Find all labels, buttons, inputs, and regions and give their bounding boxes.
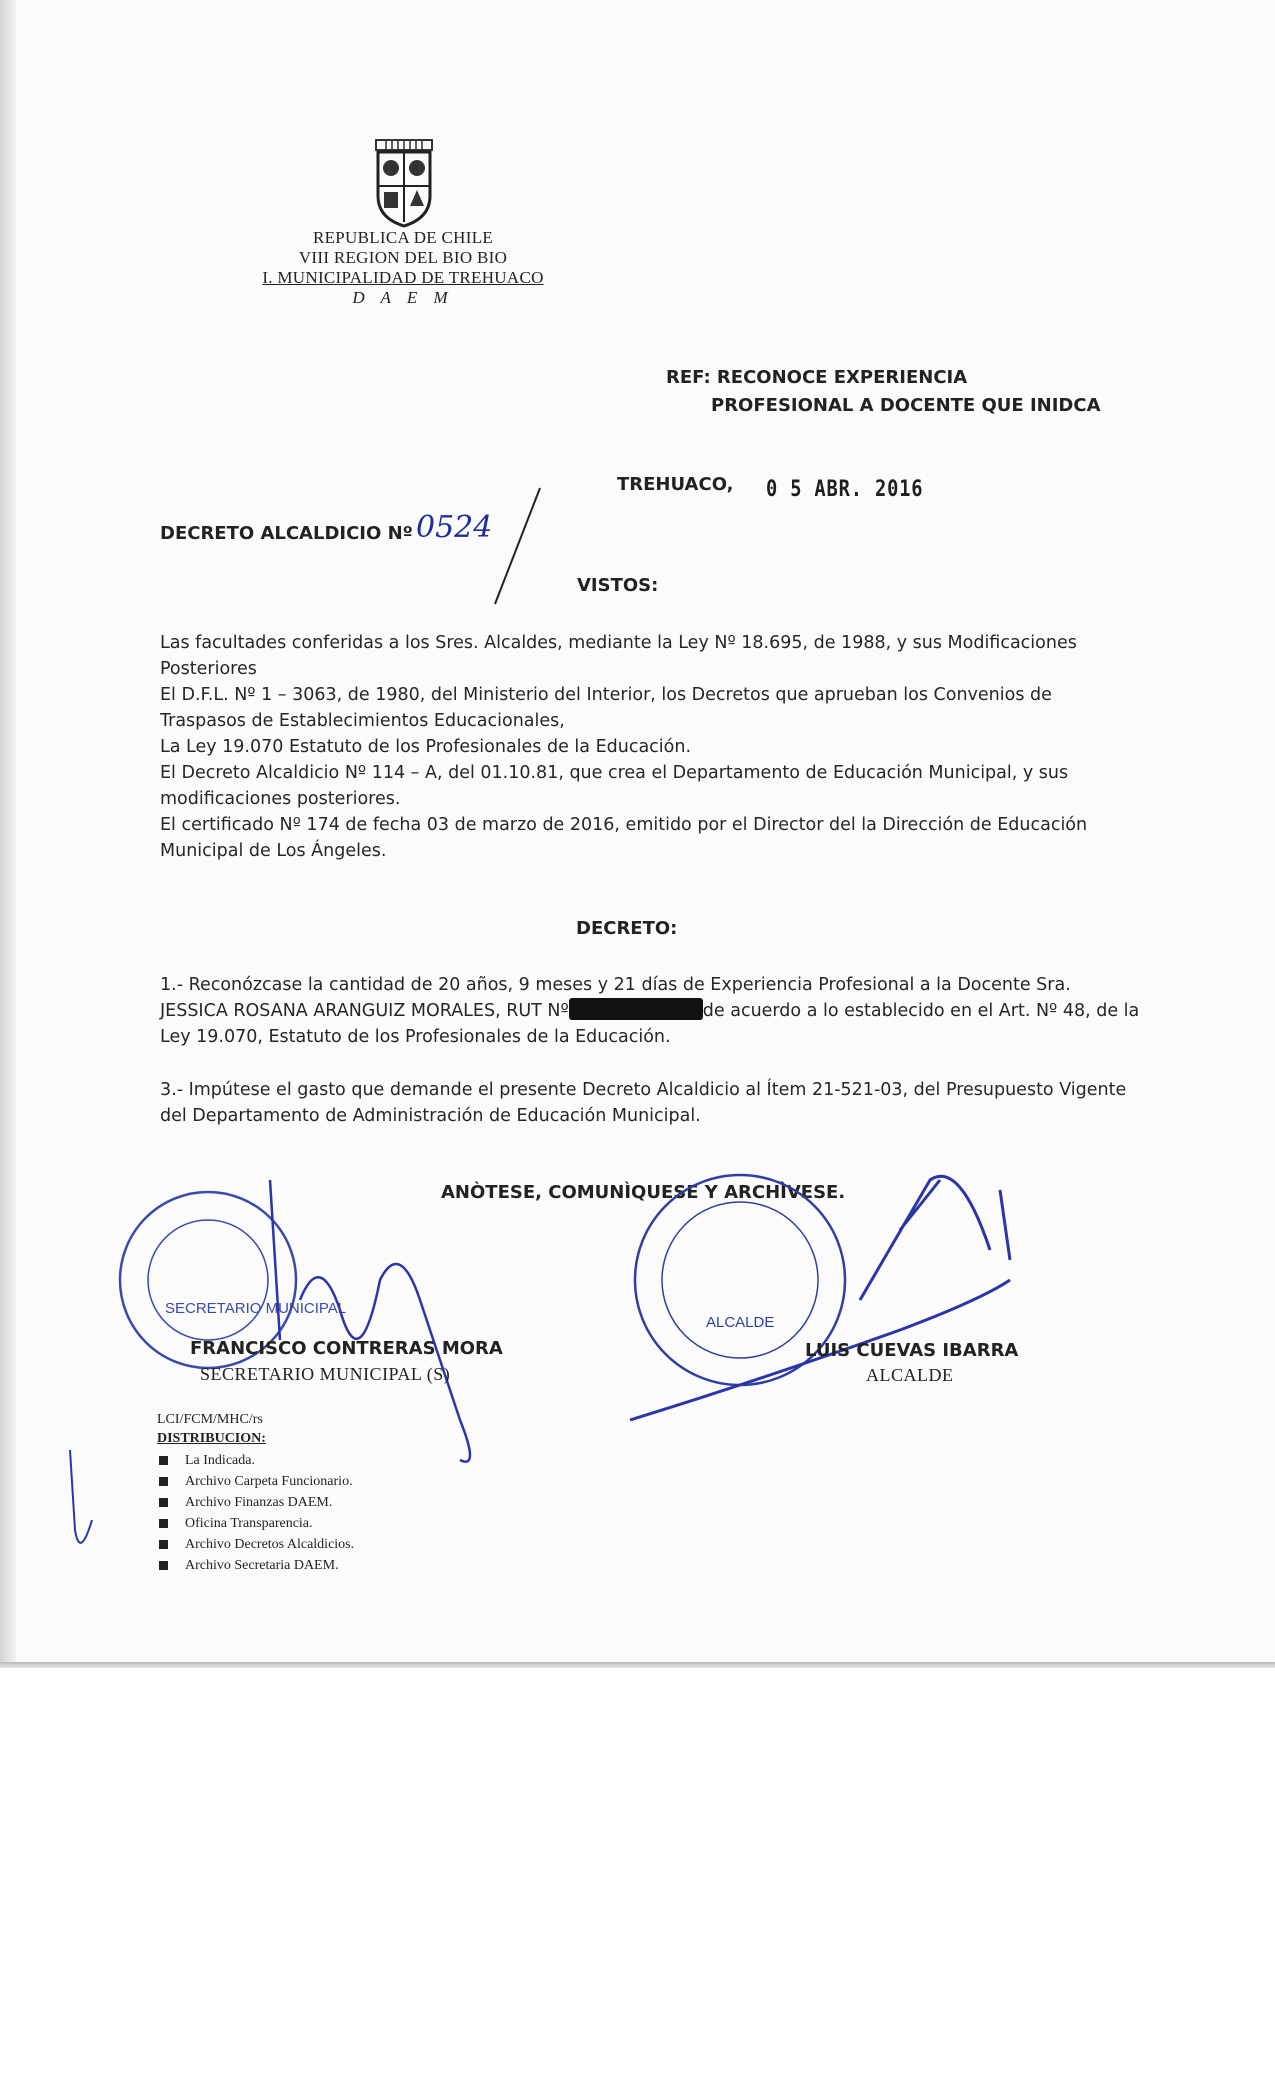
header-department: D A E M	[352, 288, 454, 307]
list-item	[157, 1450, 354, 1471]
list-item	[157, 1513, 354, 1534]
page-bottom-edge	[0, 1662, 1275, 1668]
list-item	[157, 1471, 354, 1492]
coat-of-arms-icon	[372, 138, 436, 228]
list-item	[157, 1492, 354, 1513]
bullet-square-icon	[159, 1456, 168, 1465]
date-stamp: 0 5 ABR. 2016	[766, 477, 924, 502]
vistos-item: El Decreto Alcaldicio Nº 114 – A, del 01.10.81, que crea el Departamento de Educación Municipal, y sus modificaciones posteriores.	[160, 763, 1069, 809]
decree-number-handwritten: 0524	[416, 510, 493, 545]
bullet-square-icon	[159, 1498, 168, 1507]
bullet-square-icon	[159, 1540, 168, 1549]
vistos-item: Las facultades conferidas a los Sres. Alcaldes, mediante la Ley Nº 18.695, de 1988, y sus Modificaciones Posteriores	[160, 633, 1077, 679]
decree-number-label: DECRETO ALCALDICIO Nº	[160, 523, 413, 544]
mayor-seal-text: ALCALDE	[706, 1314, 775, 1331]
reference-line-1: REF: RECONOCE EXPERIENCIA	[666, 367, 968, 388]
section-heading-vistos: VISTOS:	[577, 575, 659, 596]
reference-initials: LCI/FCM/MHC/rs	[157, 1412, 263, 1427]
distribution-item-label: Oficina Transparencia.	[185, 1516, 313, 1531]
decreto-item-1-text: 1.- Reconózcase la cantidad de 20 años, 9 meses y 21 días de Experiencia Profesional a la Docente Sra. JESSICA ROSANA ARANGUIZ MORALES, RUT Nº	[160, 975, 1071, 1021]
vistos-list	[160, 630, 1140, 864]
reference-line-2: PROFESIONAL A DOCENTE QUE INIDCA	[711, 395, 1101, 416]
signatory-1-name: FRANCISCO CONTRERAS MORA	[190, 1338, 503, 1359]
vistos-item: La Ley 19.070 Estatuto de los Profesionales de la Educación.	[160, 737, 692, 757]
header-municipality: I. MUNICIPALIDAD DE TREHUACO	[262, 268, 544, 287]
secretary-seal-text: SECRETARIO MUNICIPAL	[165, 1300, 347, 1317]
signatory-1-title: SECRETARIO MUNICIPAL (S)	[200, 1364, 451, 1384]
distribution-item-label: Archivo Carpeta Funcionario.	[185, 1474, 353, 1489]
distribution-list	[157, 1450, 354, 1576]
signatory-2-name: LUIS CUEVAS IBARRA	[805, 1340, 1019, 1361]
vistos-item: El D.F.L. Nº 1 – 3063, de 1980, del Ministerio del Interior, los Decretos que aprueban los Convenios de Traspasos de Establecimientos Educacionales,	[160, 685, 1052, 731]
list-item	[157, 1534, 354, 1555]
decreto-item-1	[160, 972, 1140, 1050]
place-label: TREHUACO,	[617, 474, 734, 495]
distribution-item-label: Archivo Finanzas DAEM.	[185, 1495, 333, 1510]
distribution-heading: DISTRIBUCION:	[157, 1431, 266, 1446]
scan-left-edge	[0, 0, 16, 1662]
bullet-square-icon	[159, 1519, 168, 1528]
distribution-item-label: La Indicada.	[185, 1453, 255, 1468]
distribution-item-label: Archivo Secretaria DAEM.	[185, 1558, 339, 1573]
vistos-item: El certificado Nº 174 de fecha 03 de marzo de 2016, emitido por el Director del la Dirección de Educación Municipal de Los Ángeles.	[160, 815, 1088, 861]
redacted-rut	[569, 998, 703, 1020]
decreto-item-3: 3.- Impútese el gasto que demande el presente Decreto Alcaldicio al Ítem 21-521-03, del Presupuesto Vigente del Departamento de Administración de Educación Municipal.	[160, 1080, 1127, 1126]
signatory-2-title: ALCALDE	[866, 1365, 954, 1385]
section-heading-decreto: DECRETO:	[576, 918, 678, 939]
closing-formula: ANÒTESE, COMUNÌQUESE Y ARCHÌVESE.	[441, 1182, 846, 1203]
bullet-square-icon	[159, 1561, 168, 1570]
list-item	[157, 1555, 354, 1576]
header-region: VIII REGION DEL BIO BIO	[298, 248, 508, 267]
header-country: REPUBLICA DE CHILE	[312, 228, 494, 247]
bullet-square-icon	[159, 1477, 168, 1486]
distribution-item-label: Archivo Decretos Alcaldicios.	[185, 1537, 355, 1552]
decreto-item-1-text-cont: de acuerdo a lo establecido en el Art. Nº 48, de la Ley 19.070, Estatuto de los Profesionales de la Educación.	[160, 1001, 1140, 1047]
